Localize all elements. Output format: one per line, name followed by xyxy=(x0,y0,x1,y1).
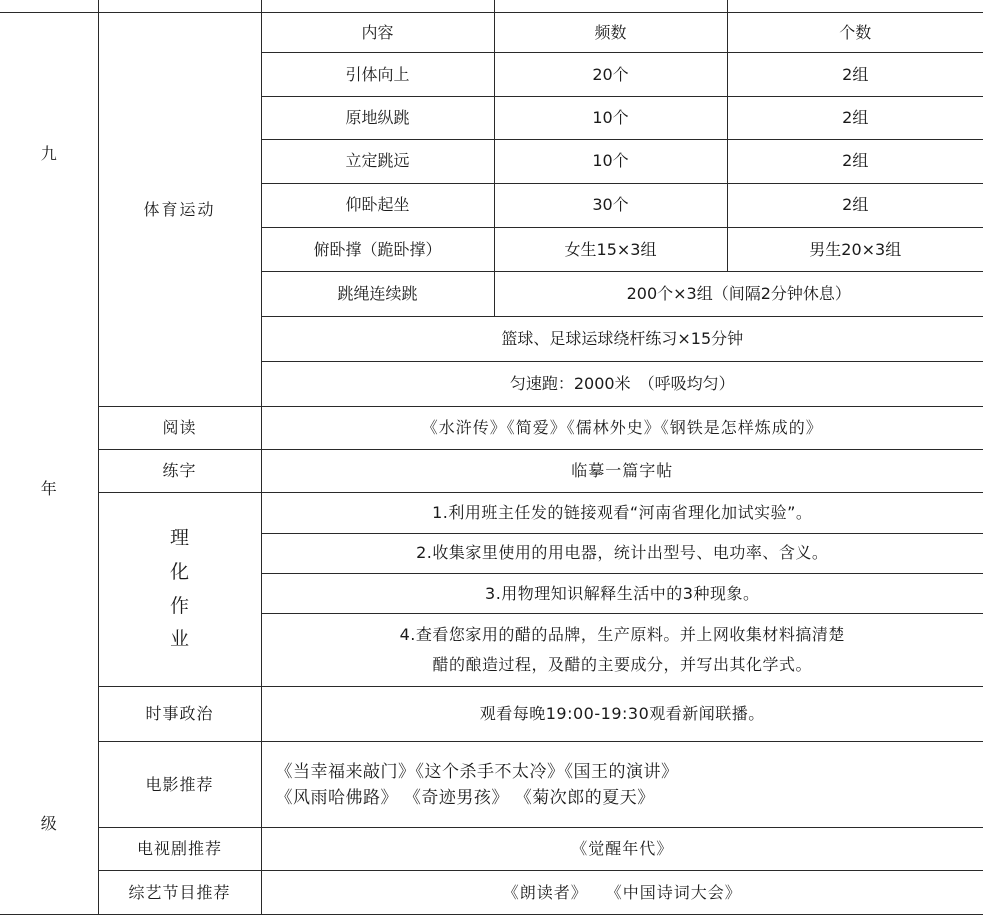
science-row xyxy=(0,493,983,533)
reading-category: 阅读 xyxy=(98,407,261,449)
movies-category: 电影推荐 xyxy=(98,742,261,828)
variety-row xyxy=(0,871,983,915)
exercise-freq: 10个 xyxy=(494,96,727,139)
exercise-item: 跳绳连续跳 xyxy=(261,272,494,316)
grade-label xyxy=(0,13,98,915)
science-task-line: 4.查看您家用的醋的品牌，生产原料。并上网收集材料搞清楚 xyxy=(399,625,845,645)
grade-char: 级 xyxy=(40,813,57,833)
strip-cell xyxy=(98,0,261,13)
exercise-item: 原地纵跳 xyxy=(261,96,494,139)
news-content: 观看每晚19:00-19:30观看新闻联播。 xyxy=(261,686,983,741)
rope-detail: 200个×3组（间隔2分钟休息） xyxy=(494,272,983,316)
reading-row xyxy=(0,407,983,449)
science-task: 2.收集家里使用的用电器，统计出型号、电功率、含义。 xyxy=(261,533,983,573)
science-category xyxy=(98,493,261,687)
news-category: 时事政治 xyxy=(98,686,261,741)
movies-line: 《风雨哈佛路》 《奇迹男孩》 《菊次郎的夏天》 xyxy=(275,787,655,808)
science-char: 理 xyxy=(169,527,189,550)
science-task xyxy=(261,614,983,687)
writing-content: 临摹一篇字帖 xyxy=(261,449,983,492)
exercise-sets: 2组 xyxy=(727,140,983,183)
writing-category: 练字 xyxy=(98,449,261,492)
header-content: 内容 xyxy=(261,13,494,53)
pushup-female: 女生15×3组 xyxy=(494,227,727,271)
strip-cell xyxy=(0,0,98,13)
ball-drill: 篮球、足球运球绕杆练习×15分钟 xyxy=(261,316,983,361)
exercise-sets: 2组 xyxy=(727,183,983,227)
news-row xyxy=(0,686,983,741)
exercise-item: 引体向上 xyxy=(261,53,494,96)
strip-cell xyxy=(727,0,983,13)
run-drill: 匀速跑：2000米 （呼吸均匀） xyxy=(261,362,983,407)
exercise-item: 立定跳远 xyxy=(261,140,494,183)
top-strip-row xyxy=(0,0,983,13)
strip-cell xyxy=(261,0,494,13)
header-sets: 个数 xyxy=(727,13,983,53)
science-task-line: 醋的酿造过程，及醋的主要成分，并写出其化学式。 xyxy=(432,655,812,675)
exercise-freq: 10个 xyxy=(494,140,727,183)
reading-content: 《水浒传》《简爱》《儒林外史》《钢铁是怎样炼成的》 xyxy=(261,407,983,449)
exercise-freq: 30个 xyxy=(494,183,727,227)
grade-char: 九 xyxy=(40,143,57,163)
strip-cell xyxy=(494,0,727,13)
exercise-item: 俯卧撑（跪卧撑） xyxy=(261,227,494,271)
pushup-male: 男生20×3组 xyxy=(727,227,983,271)
exercise-item: 仰卧起坐 xyxy=(261,183,494,227)
tv-content: 《觉醒年代》 xyxy=(261,828,983,871)
movies-line: 《当幸福来敲门》《这个杀手不太冷》《国王的演讲》 xyxy=(275,761,679,782)
science-char: 化 xyxy=(169,560,189,583)
grade-char: 年 xyxy=(40,478,57,498)
writing-row xyxy=(0,449,983,492)
tv-row xyxy=(0,828,983,871)
exercise-sets: 2组 xyxy=(727,53,983,96)
movies-row xyxy=(0,742,983,828)
sports-category: 体育运动 xyxy=(98,13,261,407)
variety-content: 《朗读者》 《中国诗词大会》 xyxy=(261,871,983,915)
sports-header-row xyxy=(0,13,983,53)
header-frequency: 频数 xyxy=(494,13,727,53)
science-task: 1.利用班主任发的链接观看“河南省理化加试实验”。 xyxy=(261,493,983,533)
tv-category: 电视剧推荐 xyxy=(98,828,261,871)
science-char: 作 xyxy=(169,594,189,617)
movies-content xyxy=(261,742,983,828)
science-task: 3.用物理知识解释生活中的3种现象。 xyxy=(261,573,983,613)
exercise-freq: 20个 xyxy=(494,53,727,96)
exercise-sets: 2组 xyxy=(727,96,983,139)
variety-category: 综艺节目推荐 xyxy=(98,871,261,915)
science-char: 业 xyxy=(169,628,189,651)
